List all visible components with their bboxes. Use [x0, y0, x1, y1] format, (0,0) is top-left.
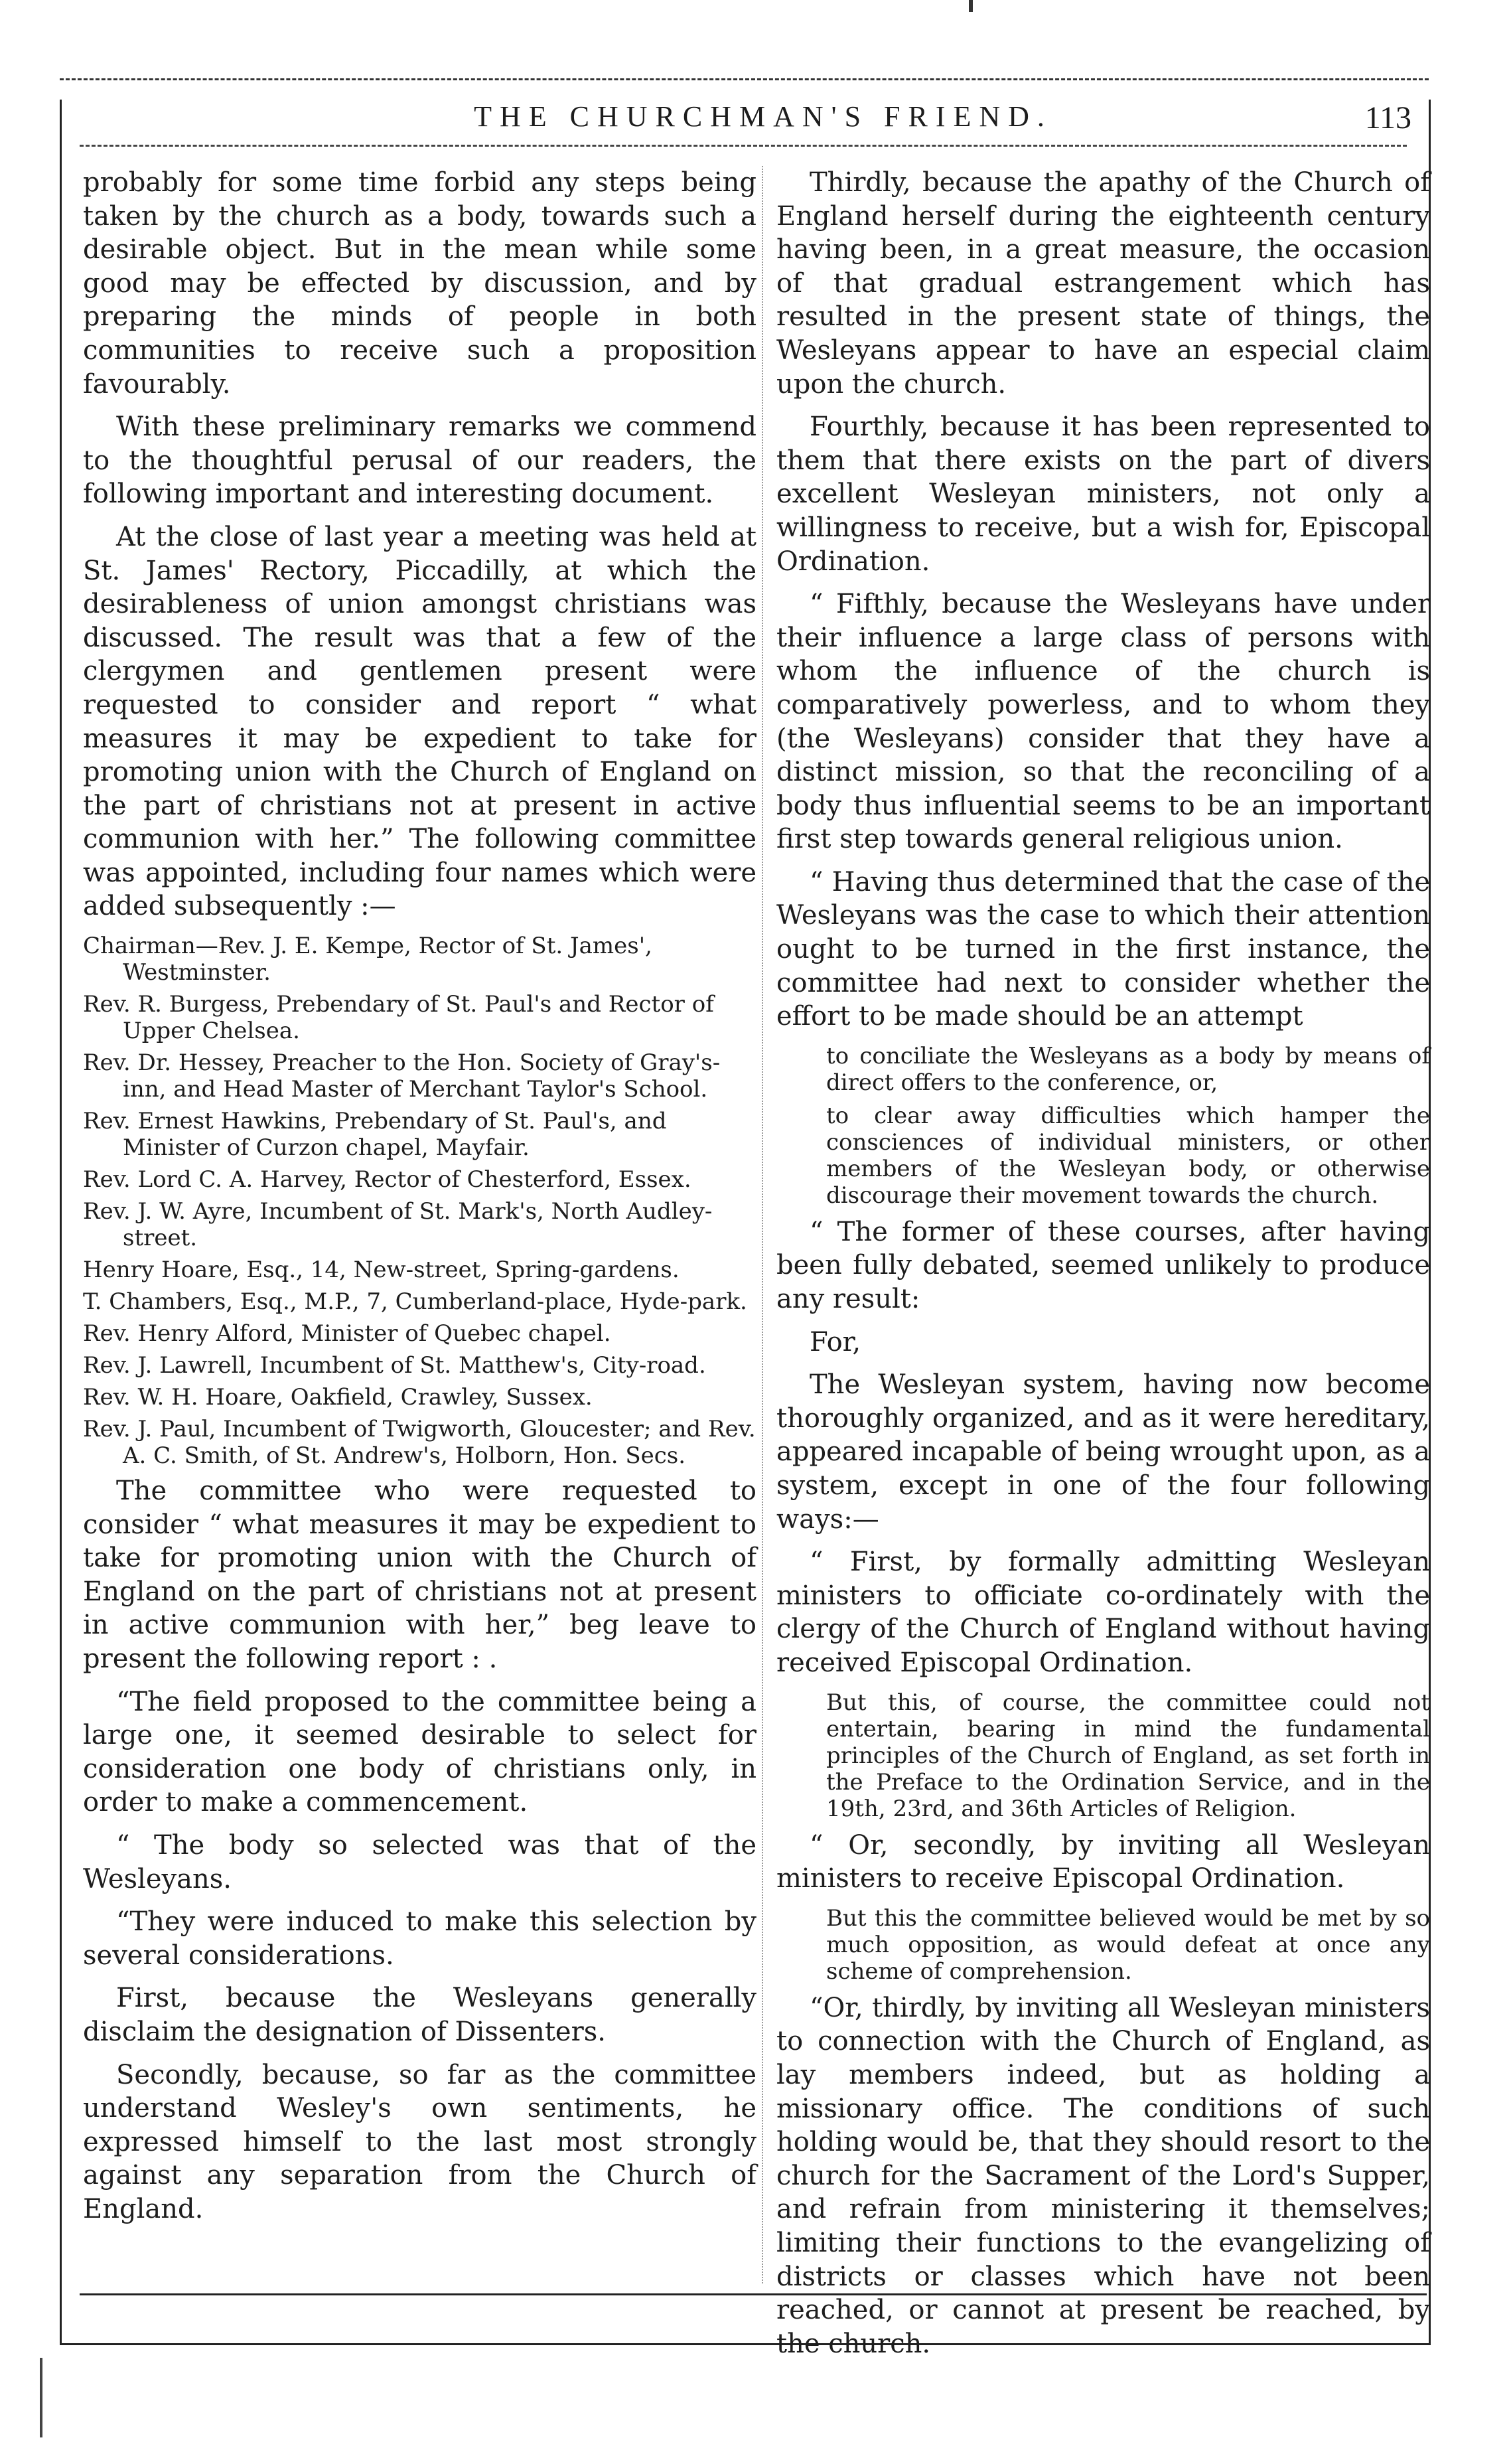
committee-member: Rev. Lord C. A. Harvey, Rector of Chesterford, Essex.	[83, 1166, 691, 1194]
scan-mark	[969, 0, 973, 12]
paragraph: “ Fifthly, because the Wesleyans have under their influence a large class of persons with whom the influence of the church is comparatively powerless, and to whom they (the Wesleyans) consider that they have a distinct mission, so that the reconciling of a body thus influential seems to be an important first step towards general religious union.	[776, 589, 1430, 855]
committee-member: Rev. R. Burgess, Prebendary of St. Paul's and Rector of Upper Chelsea.	[83, 991, 714, 1045]
paragraph: “ Having thus determined that the case of the Wesleyans was the case to which their attention ought to be turned in the first instance, the committee had next to consider whether the effort to be made should be an attempt	[776, 866, 1430, 1032]
paragraph: “The field proposed to the committee being a large one, it seemed desirable to select for consideration one body of christians only, in order to make a commencement.	[83, 1686, 756, 1818]
paragraph: “They were induced to make this selection by several considerations.	[83, 1906, 756, 1971]
paragraph: For,	[810, 1326, 861, 1357]
committee-member: T. Chambers, Esq., M.P., 7, Cumberland-place, Hyde-park.	[83, 1288, 747, 1316]
indented-clause: to clear away difficulties which hamper the consciences of individual ministers, or other members of the Wesleyan body, or otherwise discourage their movement towards the church.	[826, 1102, 1430, 1209]
indented-clause: But this the committee believed would be met by so much opposition, as would defeat at once any scheme of comprehension.	[826, 1904, 1430, 1985]
committee-member: Rev. J. W. Ayre, Incumbent of St. Mark's, North Audley-street.	[83, 1198, 713, 1252]
committee-member: Rev. Ernest Hawkins, Prebendary of St. Paul's, and Minister of Curzon chapel, Mayfair.	[83, 1108, 667, 1162]
header-rule	[80, 145, 1407, 147]
committee-member: Rev. Dr. Hessey, Preacher to the Hon. Society of Gray's-inn, and Head Master of Merchant Taylor's School.	[83, 1049, 721, 1103]
committee-list	[83, 933, 756, 1469]
committee-member: Henry Hoare, Esq., 14, New-street, Spring-gardens.	[83, 1257, 680, 1284]
paragraph: “Or, thirdly, by inviting all Wesleyan ministers to connection with the Church of England, as lay members indeed, but as holding a missionary office. The conditions of such holding would be, that they should resort to the church for the Sacrament of the Lord's Supper, and refrain from ministering it themselves; limiting their functions to the evangelizing of districts or classes which have not been reached, or cannot at present be reached, by the church.	[776, 1992, 1430, 2359]
paragraph: probably for some time forbid any steps being taken by the church as a body, towards such a desirable object. But in the mean while some good may be effected by discussion, and by preparing the minds of people in both communities to receive such a proposition favourably.	[83, 167, 756, 400]
committee-member: Rev. J. Paul, Incumbent of Twigworth, Gloucester; and Rev. A. C. Smith, of St. Andrew's, Holborn, Hon. Secs.	[83, 1416, 756, 1470]
paragraph: “ The former of these courses, after having been fully debated, seemed unlikely to produce any result:	[776, 1216, 1430, 1315]
paragraph: The Wesleyan system, having now become thoroughly organized, and as it were hereditary, appeared incapable of being wrought upon, as a system, except in one of the four following ways:—	[776, 1369, 1430, 1535]
footer-rule	[80, 2293, 1427, 2295]
paragraph: Secondly, because, so far as the committee understand Wesley's own sentiments, he expressed himself to the last most strongly against any separation from the Church of England.	[83, 2059, 756, 2224]
paragraph: “ Or, secondly, by inviting all Wesleyan ministers to receive Episcopal Ordination.	[776, 1829, 1430, 1894]
indented-clause: But this, of course, the committee could not entertain, bearing in mind the fundamental principles of the Church of England, as set forth in the Preface to the Ordination Service, and in the 19th, 23rd, and 36th Articles of Religion.	[826, 1689, 1430, 1822]
column-divider	[762, 166, 763, 2283]
paragraph: At the close of last year a meeting was held at St. James' Rectory, Piccadilly, at which the desirableness of union amongst christians was discussed. The result was that a few of the clergymen and gentlemen present were requested to consider and report “ what measures it may be expedient to take for promoting union with the Church of England on the part of christians not at present in active communion with her.” The following committee was appointed, including four names which were added subsequently :—	[83, 521, 756, 922]
committee-member: Chairman—Rev. J. E. Kempe, Rector of St. James', Westminster.	[83, 933, 652, 986]
committee-member: Rev. W. H. Hoare, Oakfield, Crawley, Sussex.	[83, 1384, 593, 1411]
indented-clause: to conciliate the Wesleyans as a body by means of direct offers to the conference, or,	[826, 1042, 1430, 1096]
paragraph: Fourthly, because it has been represented to them that there exists on the part of divers excellent Wesleyan ministers, not only a willingness to receive, but a wish for, Episcopal Ordination.	[776, 412, 1430, 577]
running-head: THE CHURCHMAN'S FRIEND.	[474, 100, 1052, 133]
right-column	[776, 166, 1430, 2370]
paragraph: With these preliminary remarks we commend to the thoughtful perusal of our readers, the following important and interesting document.	[83, 412, 756, 510]
scan-mark	[40, 2358, 42, 2437]
paragraph: “ The body so selected was that of the Wesleyans.	[83, 1830, 756, 1894]
paragraph: “ First, by formally admitting Wesleyan ministers to officiate co-ordinately with the clergy of the Church of England without having received Episcopal Ordination.	[776, 1547, 1430, 1678]
committee-member: Rev. Henry Alford, Minister of Quebec chapel.	[83, 1320, 611, 1348]
committee-member: Rev. J. Lawrell, Incumbent of St. Matthew's, City-road.	[83, 1352, 706, 1379]
left-column	[83, 166, 756, 2236]
page-number: 113	[1364, 100, 1411, 135]
paragraph: The committee who were requested to consider “ what measures it may be expedient to take for promoting union with the Church of England on the part of christians not at present in active communion with her,” beg leave to present the following report : .	[83, 1476, 756, 1675]
top-dashed-rule	[60, 78, 1429, 82]
paragraph: Thirdly, because the apathy of the Church of England herself during the eighteenth century having been, in a great measure, the occasion of that gradual estrangement which has resulted in the present state of things, the Wesleyans appear to have an especial claim upon the church.	[776, 167, 1430, 400]
paragraph: First, because the Wesleyans generally disclaim the designation of Dissenters.	[83, 1983, 756, 2047]
